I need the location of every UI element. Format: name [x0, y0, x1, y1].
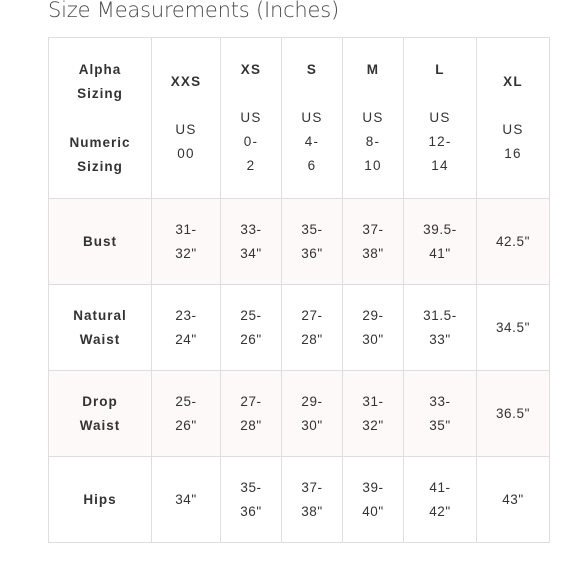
- header-row: [49, 38, 550, 199]
- table-cell: [282, 371, 343, 457]
- table-cell: [343, 199, 404, 285]
- page-title: Size Measurements (Inches): [48, 0, 339, 22]
- cell-line: 34": [175, 491, 197, 507]
- row-label-line: Bust: [83, 233, 117, 249]
- cell-line: 36.5": [495, 405, 531, 421]
- alpha-size: M: [366, 62, 380, 77]
- row-label-line: Hips: [83, 491, 117, 507]
- numeric-size-line: US: [429, 110, 451, 125]
- table-cell: [221, 371, 282, 457]
- table-cell: [404, 371, 477, 457]
- header-label-cell: [49, 38, 152, 199]
- cell-line: 23-: [175, 307, 197, 323]
- cell-line: 28": [240, 417, 262, 433]
- cell-line: 37-: [301, 479, 323, 495]
- numeric-size-line: US: [240, 110, 262, 125]
- table-cell: [221, 457, 282, 543]
- table-cell: [404, 199, 477, 285]
- cell-line: 25-: [240, 307, 262, 323]
- numeric-size-line: US: [175, 122, 197, 137]
- alpha-size: S: [306, 62, 318, 77]
- alpha-sizing-label-line-1: Alpha: [78, 61, 122, 77]
- table-row-bust: [49, 199, 550, 285]
- cell-line: 39.5-: [423, 221, 457, 237]
- numeric-size-line: 2: [246, 158, 256, 173]
- table-row-natural-waist: [49, 285, 550, 371]
- table-cell: [343, 285, 404, 371]
- cell-line: 34": [240, 245, 262, 261]
- cell-line: 33-: [429, 393, 451, 409]
- cell-line: 41": [429, 245, 451, 261]
- row-label: [49, 371, 152, 457]
- cell-line: 33": [429, 331, 451, 347]
- cell-line: 35-: [301, 221, 323, 237]
- cell-line: 29-: [301, 393, 323, 409]
- cell-line: 38": [362, 245, 384, 261]
- table-cell: [221, 199, 282, 285]
- table-cell: [477, 199, 550, 285]
- row-label: [49, 457, 152, 543]
- cell-line: 42": [429, 503, 451, 519]
- numeric-size-line: 4-: [304, 134, 320, 149]
- cell-line: 27-: [301, 307, 323, 323]
- table-cell: [152, 199, 221, 285]
- table-cell: [221, 285, 282, 371]
- numeric-size-line: 6: [307, 158, 317, 173]
- table-cell: [477, 371, 550, 457]
- cell-line: 36": [301, 245, 323, 261]
- cell-line: 31-: [362, 393, 384, 409]
- table-cell: [404, 285, 477, 371]
- size-header-xxs: [152, 38, 221, 199]
- table-cell: [282, 199, 343, 285]
- table-cell: [282, 457, 343, 543]
- cell-line: 31.5-: [423, 307, 457, 323]
- size-header-s: [282, 38, 343, 199]
- table-cell: [477, 285, 550, 371]
- table-cell: [343, 457, 404, 543]
- cell-line: 30": [301, 417, 323, 433]
- cell-line: 39-: [362, 479, 384, 495]
- cell-line: 37-: [362, 221, 384, 237]
- table-cell: [404, 457, 477, 543]
- cell-line: 27-: [240, 393, 262, 409]
- numeric-sizing-label-line-2: Sizing: [77, 158, 123, 174]
- alpha-size: XXS: [170, 74, 202, 89]
- numeric-size-line: 00: [177, 146, 195, 161]
- alpha-size: L: [435, 62, 445, 77]
- alpha-size: XS: [240, 62, 262, 77]
- numeric-sizing-label-line-1: Numeric: [69, 134, 131, 150]
- row-label-line: Waist: [79, 331, 121, 347]
- numeric-size-line: 14: [431, 158, 449, 173]
- table-cell: [152, 457, 221, 543]
- cell-line: 29-: [362, 307, 384, 323]
- cell-line: 32": [362, 417, 384, 433]
- numeric-size-line: 0-: [243, 134, 259, 149]
- cell-line: 40": [362, 503, 384, 519]
- cell-line: 25-: [175, 393, 197, 409]
- numeric-size-line: 12-: [428, 134, 452, 149]
- table-row-drop-waist: [49, 371, 550, 457]
- numeric-size-line: US: [502, 122, 524, 137]
- table-cell: [343, 371, 404, 457]
- row-label: [49, 285, 152, 371]
- cell-line: 35": [429, 417, 451, 433]
- cell-line: 32": [175, 245, 197, 261]
- cell-line: 43": [502, 491, 524, 507]
- row-label: [49, 199, 152, 285]
- cell-line: 30": [362, 331, 384, 347]
- size-chart-table: [48, 37, 550, 543]
- numeric-size-line: 8-: [365, 134, 381, 149]
- table-cell: [152, 285, 221, 371]
- cell-line: 24": [175, 331, 197, 347]
- cell-line: 34.5": [495, 319, 531, 335]
- row-label-line: Natural: [73, 307, 127, 323]
- numeric-size-line: US: [301, 110, 323, 125]
- cell-line: 41-: [429, 479, 451, 495]
- cell-line: 42.5": [495, 233, 531, 249]
- cell-line: 26": [175, 417, 197, 433]
- cell-line: 26": [240, 331, 262, 347]
- size-header-xl: [477, 38, 550, 199]
- table-cell: [152, 371, 221, 457]
- cell-line: 33-: [240, 221, 262, 237]
- cell-line: 28": [301, 331, 323, 347]
- numeric-size-line: US: [362, 110, 384, 125]
- size-header-xs: [221, 38, 282, 199]
- cell-line: 31-: [175, 221, 197, 237]
- numeric-size-line: 10: [364, 158, 382, 173]
- cell-line: 38": [301, 503, 323, 519]
- table-row-hips: [49, 457, 550, 543]
- cell-line: 35-: [240, 479, 262, 495]
- size-header-l: [404, 38, 477, 199]
- alpha-size: XL: [503, 74, 523, 89]
- row-label-line: Drop: [82, 393, 118, 409]
- table-cell: [477, 457, 550, 543]
- row-label-line: Waist: [79, 417, 121, 433]
- cell-line: 36": [240, 503, 262, 519]
- table-cell: [282, 285, 343, 371]
- numeric-size-line: 16: [504, 146, 522, 161]
- size-header-m: [343, 38, 404, 199]
- alpha-sizing-label-line-2: Sizing: [77, 85, 123, 101]
